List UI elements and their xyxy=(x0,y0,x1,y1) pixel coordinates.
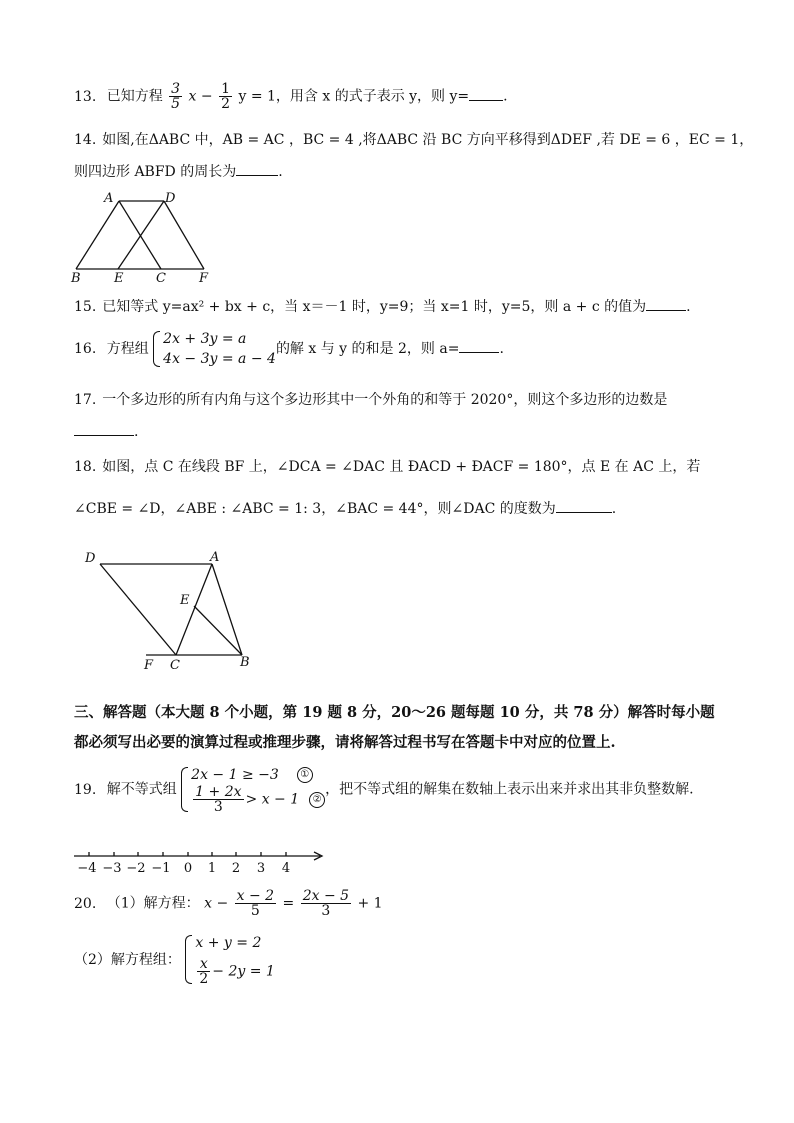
question-number: 14. xyxy=(74,132,97,148)
question-17-line2: . xyxy=(74,421,138,442)
question-20-part2 xyxy=(74,933,275,986)
question-text: 则四边形 ABFD 的周长为 xyxy=(74,164,237,180)
fraction: $\frac{x}{2}$ xyxy=(199,956,209,987)
tick-label: −2 xyxy=(126,861,146,876)
question-14-line2: 则四边形 ABFD 的周长为 . xyxy=(74,161,283,182)
question-17 xyxy=(74,390,667,410)
question-text: 解不等式组 xyxy=(106,781,177,798)
question-text: 如图，点 C 在线段 BF 上，∠DCA = ∠DAC 且 ÐACD + ÐACF = 180°，点 E 在 AC 上，若 xyxy=(102,459,701,475)
answer-blank xyxy=(646,296,686,311)
mark-1: ① xyxy=(297,767,313,783)
answer-blank xyxy=(459,338,499,353)
question-text: 一个多边形的所有内角与这个多边形其中一个外角的和等于 2020°，则这个多边形的边数是 xyxy=(102,392,668,408)
label-C: C xyxy=(170,658,180,673)
question-text: 已知方程 xyxy=(106,88,163,105)
question-number: 16. xyxy=(74,341,97,357)
inequality-system: 2x − 1 ≥ −3 ① $\frac{1 + 2x}{3}$ > x − 1 ② xyxy=(181,765,325,814)
tick-label: 1 xyxy=(207,861,217,876)
label-D: D xyxy=(85,551,96,566)
label-B: B xyxy=(240,655,250,670)
question-13: 13. 已知方程 $\frac{3}{5}$ x − $\frac{1}{2}$ y = 1，用含 x 的式子表示 y，则 y= . xyxy=(74,81,508,112)
question-text: 方程组 xyxy=(106,341,149,357)
fraction: $\frac{1 + 2x}{3}$ xyxy=(195,784,242,815)
question-number: 15. xyxy=(74,299,97,315)
question-number: 20. xyxy=(74,895,97,912)
question-text: y = 1，用含 x 的式子表示 y，则 y= xyxy=(238,88,470,105)
label-E: E xyxy=(180,593,190,608)
tick-label: −4 xyxy=(77,861,97,876)
answer-blank xyxy=(74,421,134,436)
question-19 xyxy=(74,765,694,814)
question-18-line2: ∠CBE = ∠D，∠ABE : ∠ABC = 1: 3，∠BAC = 44°，则∠DAC 的度数为 . xyxy=(74,498,616,519)
label-A: A xyxy=(210,550,220,565)
tick-label: −3 xyxy=(102,861,122,876)
label-C: C xyxy=(156,271,166,284)
section-instructions: 都必须写出必要的演算过程或推理步骤，请将解答过程书写在答题卡中对应的位置上. xyxy=(74,734,616,751)
label-F: F xyxy=(144,658,154,673)
equation-system: 2x + 3y = a 4x − 3y = a − 4 xyxy=(153,329,276,369)
label-E: E xyxy=(114,271,124,284)
question-14 xyxy=(74,130,753,150)
part-label: （2）解方程组： xyxy=(74,951,181,968)
question-text: ，把不等式组的解集在数轴上表示出来并求出其非负整数解. xyxy=(325,781,694,798)
fraction: $\frac{1}{2}$ xyxy=(221,81,230,112)
question-20: 20. （1）解方程： x − $\frac{x - 2}{5}$ = $\frac{2x - 5}{3}$ + 1 xyxy=(74,888,383,919)
tick-label: −1 xyxy=(151,861,171,876)
question-number: 17. xyxy=(74,392,97,408)
q14-figure xyxy=(66,188,216,284)
tick-label: 3 xyxy=(256,861,266,876)
tick-label: 2 xyxy=(231,861,241,876)
label-B: B xyxy=(71,271,81,284)
question-15: 15. 已知等式 y=ax² + bx + c，当 x＝－1 时，y=9；当 x=1 时，y=5，则 a + c 的值为 . xyxy=(74,296,691,317)
question-text: 已知等式 y=ax² + bx + c，当 x＝－1 时，y=9；当 x=1 时，y=5，则 a + c 的值为 xyxy=(102,299,647,315)
fraction: $\frac{2x - 5}{3}$ xyxy=(302,888,350,919)
section-heading: 三、解答题（本大题 8 个小题，第 19 题 8 分，20～26 题每题 10 分，共 78 分）解答时每小题 xyxy=(74,704,715,721)
q18-figure xyxy=(80,546,260,676)
answer-blank xyxy=(236,161,278,176)
mark-2: ② xyxy=(309,792,325,808)
question-16: 16. 方程组 2x + 3y = a 4x − 3y = a − 4 的解 x 与 y 的和是 2，则 a= . xyxy=(74,331,504,367)
question-number: 18. xyxy=(74,459,97,475)
tick-label: 4 xyxy=(281,861,291,876)
number-line xyxy=(70,846,330,876)
answer-blank xyxy=(556,498,612,513)
fraction: $\frac{x - 2}{5}$ xyxy=(236,888,275,919)
label-F: F xyxy=(199,271,209,284)
fraction: $\frac{3}{5}$ xyxy=(171,81,181,112)
equation-system: x + y = 2 $\frac{x}{2}$ − 2y = 1 xyxy=(185,933,274,986)
label-D: D xyxy=(165,191,176,206)
answer-blank xyxy=(469,86,503,101)
tick-label: 0 xyxy=(183,861,193,876)
question-18 xyxy=(74,457,700,477)
question-number: 13. xyxy=(74,88,97,105)
question-text: 如图,在ΔABC 中，AB = AC ，BC = 4 ,将ΔABC 沿 BC 方向平移得到ΔDEF ,若 DE = 6 ，EC = 1， xyxy=(102,132,754,148)
part-label: （1）解方程： xyxy=(106,895,200,912)
question-text: ∠CBE = ∠D，∠ABE : ∠ABC = 1: 3，∠BAC = 44°，则∠DAC 的度数为 xyxy=(74,501,556,517)
label-A: A xyxy=(104,191,114,206)
question-number: 19. xyxy=(74,781,97,798)
equation-part: x − xyxy=(188,88,213,105)
question-text: 的解 x 与 y 的和是 2，则 a= xyxy=(275,341,460,357)
